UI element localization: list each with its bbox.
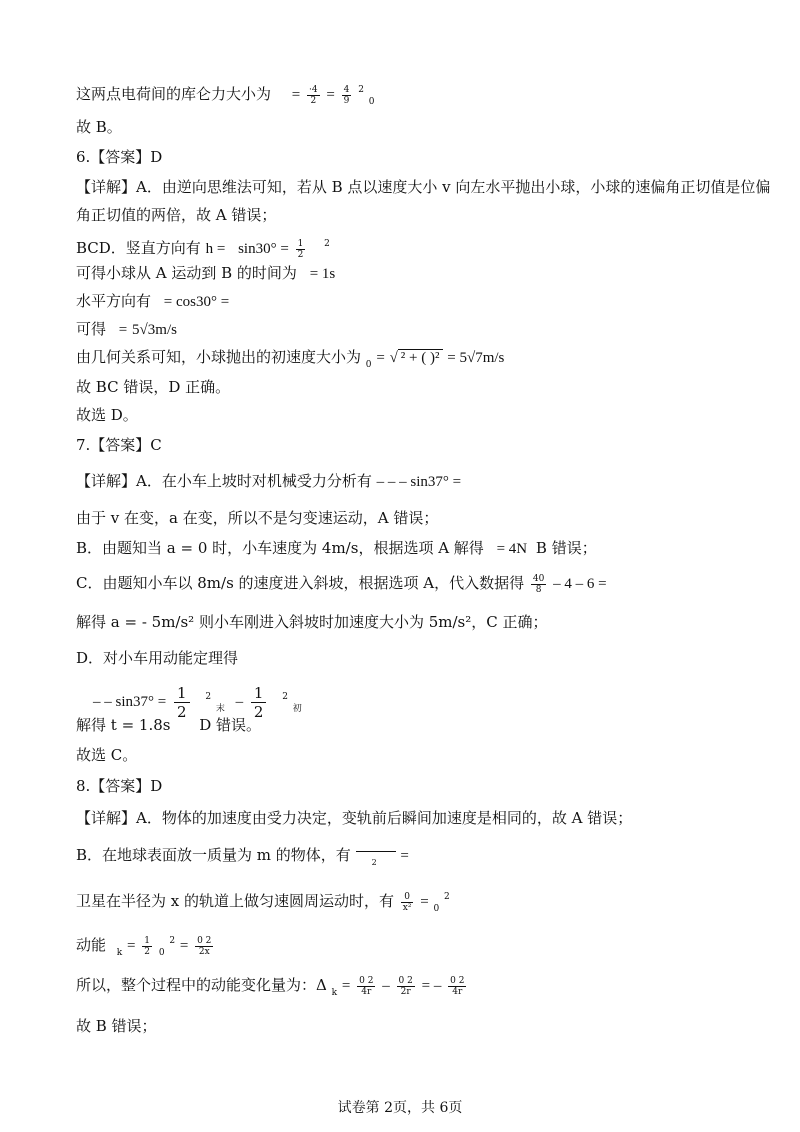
initial-speed-line: 由几何关系可知，小球抛出的初速度大小为 $_0$ = √ ² + ( )² = 5√7m/s <box>76 348 505 370</box>
numerator: 1 <box>251 684 267 703</box>
denominator: 8 <box>535 584 542 595</box>
text-line: 由于 v 在变，a 在变，所以不是匀变速运动，A 错误； <box>76 509 439 527</box>
fraction <box>195 936 213 957</box>
numerator: 1 <box>297 238 304 249</box>
text: B．由题知当 a = 0 时，小车速度为 4m/s，根据选项 A 解得 <box>76 539 484 557</box>
denominator: 2 <box>297 249 304 260</box>
force-analysis-line <box>76 471 461 492</box>
math: = cos30° = <box>163 294 230 310</box>
text: B．在地球表面放一质量为 m 的物体，有 <box>76 846 351 864</box>
text-line: 【详解】A．物体的加速度由受力决定，变轨前后瞬间加速度是相同的，故 A 错误； <box>76 809 633 827</box>
fraction-bar <box>356 851 396 867</box>
math: = <box>127 938 136 954</box>
superscript: 2 <box>169 936 176 946</box>
math: = <box>341 978 351 994</box>
text: 水平方向有 <box>76 292 152 310</box>
subscript: 末 <box>215 704 225 714</box>
numerator: 40 <box>532 573 545 584</box>
text-line: 故选 D。 <box>76 406 138 424</box>
fraction <box>401 892 414 913</box>
subscript: k <box>331 988 338 998</box>
numerator: 0 2 <box>359 975 374 986</box>
denominator: 9 <box>343 95 350 106</box>
option-b-line <box>76 538 597 559</box>
text-line: 故 B 错误； <box>76 1017 157 1035</box>
math: = 4N <box>496 541 528 557</box>
fraction <box>397 976 415 997</box>
numerator: 0 2 <box>398 975 413 986</box>
math: – <box>235 694 244 710</box>
result-line <box>76 319 177 340</box>
math: sin30° = <box>238 241 289 257</box>
subscript: 0 <box>158 948 165 958</box>
text: C．由题知小车以 8m/s 的速度进入斜坡，根据选项 A，代入数据得 <box>76 574 525 592</box>
fraction <box>307 85 320 106</box>
energy-change-line <box>76 975 468 1003</box>
fraction <box>448 976 466 997</box>
page-footer: 试卷第 2页，共 6页 <box>337 1100 463 1116</box>
text: 这两点电荷间的库仑力大小为 <box>76 85 272 103</box>
denominator: 4r <box>361 986 372 997</box>
text: 卫星在半径为 x 的轨道上做匀速圆周运动时，有 <box>76 892 394 910</box>
math: 5√3m/s <box>132 322 177 338</box>
fraction <box>142 936 152 957</box>
math: = <box>400 848 409 864</box>
text: B 错误； <box>535 539 597 557</box>
math: – – – sin37° = <box>376 474 462 490</box>
math: = 1s <box>309 266 336 282</box>
superscript: 2 <box>282 692 288 702</box>
math: – 4 – 6 = <box>553 576 607 592</box>
math-eq: = <box>291 87 301 103</box>
text: BCD．竖直方向有 <box>76 239 201 257</box>
surface-gravity-line <box>76 845 409 866</box>
numerator: 0 <box>401 892 414 903</box>
fraction-label: 2 <box>371 857 377 867</box>
math: h = <box>205 241 226 257</box>
fraction <box>342 85 352 106</box>
subscript: 0 <box>368 97 375 107</box>
numerator: 0 2 <box>197 935 212 946</box>
math: = <box>118 322 128 338</box>
math: = – <box>421 978 442 994</box>
denominator: x² <box>402 902 412 913</box>
subscript: 初 <box>292 704 302 714</box>
solution-t-line <box>76 715 261 735</box>
numerator: 4 <box>343 84 350 95</box>
text: 可得小球从 A 运动到 B 的时间为 <box>76 264 297 282</box>
text: 由几何关系可知，小球抛出的初速度大小为 <box>76 348 362 366</box>
answer-heading: 7.【答案】C <box>76 436 162 454</box>
math: = 5√7m/s <box>447 350 505 366</box>
fraction <box>357 976 375 997</box>
subscript: k <box>116 948 123 958</box>
text: 解得 t = 1.8s <box>76 716 171 734</box>
math: = <box>376 350 385 366</box>
denominator: 2r <box>400 986 411 997</box>
denominator: 2 <box>144 946 151 957</box>
text-line: 故 BC 错误，D 正确。 <box>76 378 231 396</box>
fraction <box>296 239 306 260</box>
text: 可得 <box>76 320 107 338</box>
sqrt-content: ² + ( )² <box>398 349 443 367</box>
text-line: 故 B。 <box>76 118 122 136</box>
numerator: 0 2 <box>450 975 465 986</box>
subscript: 0 <box>365 360 372 370</box>
fraction <box>531 574 546 595</box>
subscript: 0 <box>433 904 440 914</box>
superscript: 2 <box>205 692 212 702</box>
horizontal-eq-line <box>76 291 229 312</box>
superscript: 2 <box>358 85 364 95</box>
math: = <box>420 894 429 910</box>
answer-heading: 8.【答案】D <box>76 777 163 795</box>
time-line <box>76 263 335 284</box>
text: 【详解】A．在小车上坡时对机械受力分析有 <box>76 472 372 490</box>
math: – – sin37° = <box>93 694 167 710</box>
superscript: 2 <box>444 892 450 902</box>
text: D 错误。 <box>199 716 262 734</box>
numerator: 1 <box>174 684 190 703</box>
denominator: 2 <box>310 95 317 106</box>
denominator: 4r <box>452 986 463 997</box>
text-line: 【详解】A．由逆向思维法可知，若从 B 点以速度大小 v 向左水平抛出小球，小球的速偏角正切值是位偏 <box>76 178 771 196</box>
answer-heading: 6.【答案】D <box>76 148 163 166</box>
superscript: 2 <box>324 239 330 249</box>
text-line: D．对小车用动能定理得 <box>76 649 239 667</box>
orbit-line <box>76 887 450 919</box>
denominator: 2 <box>253 702 264 721</box>
text-line: 解得 a = - 5m/s² 则小车刚进入斜坡时加速度大小为 5m/s²，C 正确； <box>76 613 548 631</box>
text-line: 角正切值的两倍，故 A 错误； <box>76 206 277 224</box>
numerator: 1 <box>144 935 151 946</box>
numerator: ·4 <box>309 84 318 95</box>
kinetic-energy-line <box>76 931 215 963</box>
option-c-line <box>76 573 607 595</box>
math: – <box>382 978 390 994</box>
text: 动能 <box>76 936 107 954</box>
text: 所以，整个过程中的动能变化量为：Δ <box>76 976 327 994</box>
vertical-eq-line <box>76 234 330 260</box>
text-line: 故选 C。 <box>76 746 138 764</box>
denominator: 2 <box>177 702 187 721</box>
math: = <box>179 938 189 954</box>
coulomb-force-line: 这两点电荷间的库仑力大小为 = $\frac{\cdot 4}{2}$ = $\frac{4}{9}$ $^2$ $_0$ <box>76 84 375 107</box>
denominator: 2x <box>198 946 210 957</box>
